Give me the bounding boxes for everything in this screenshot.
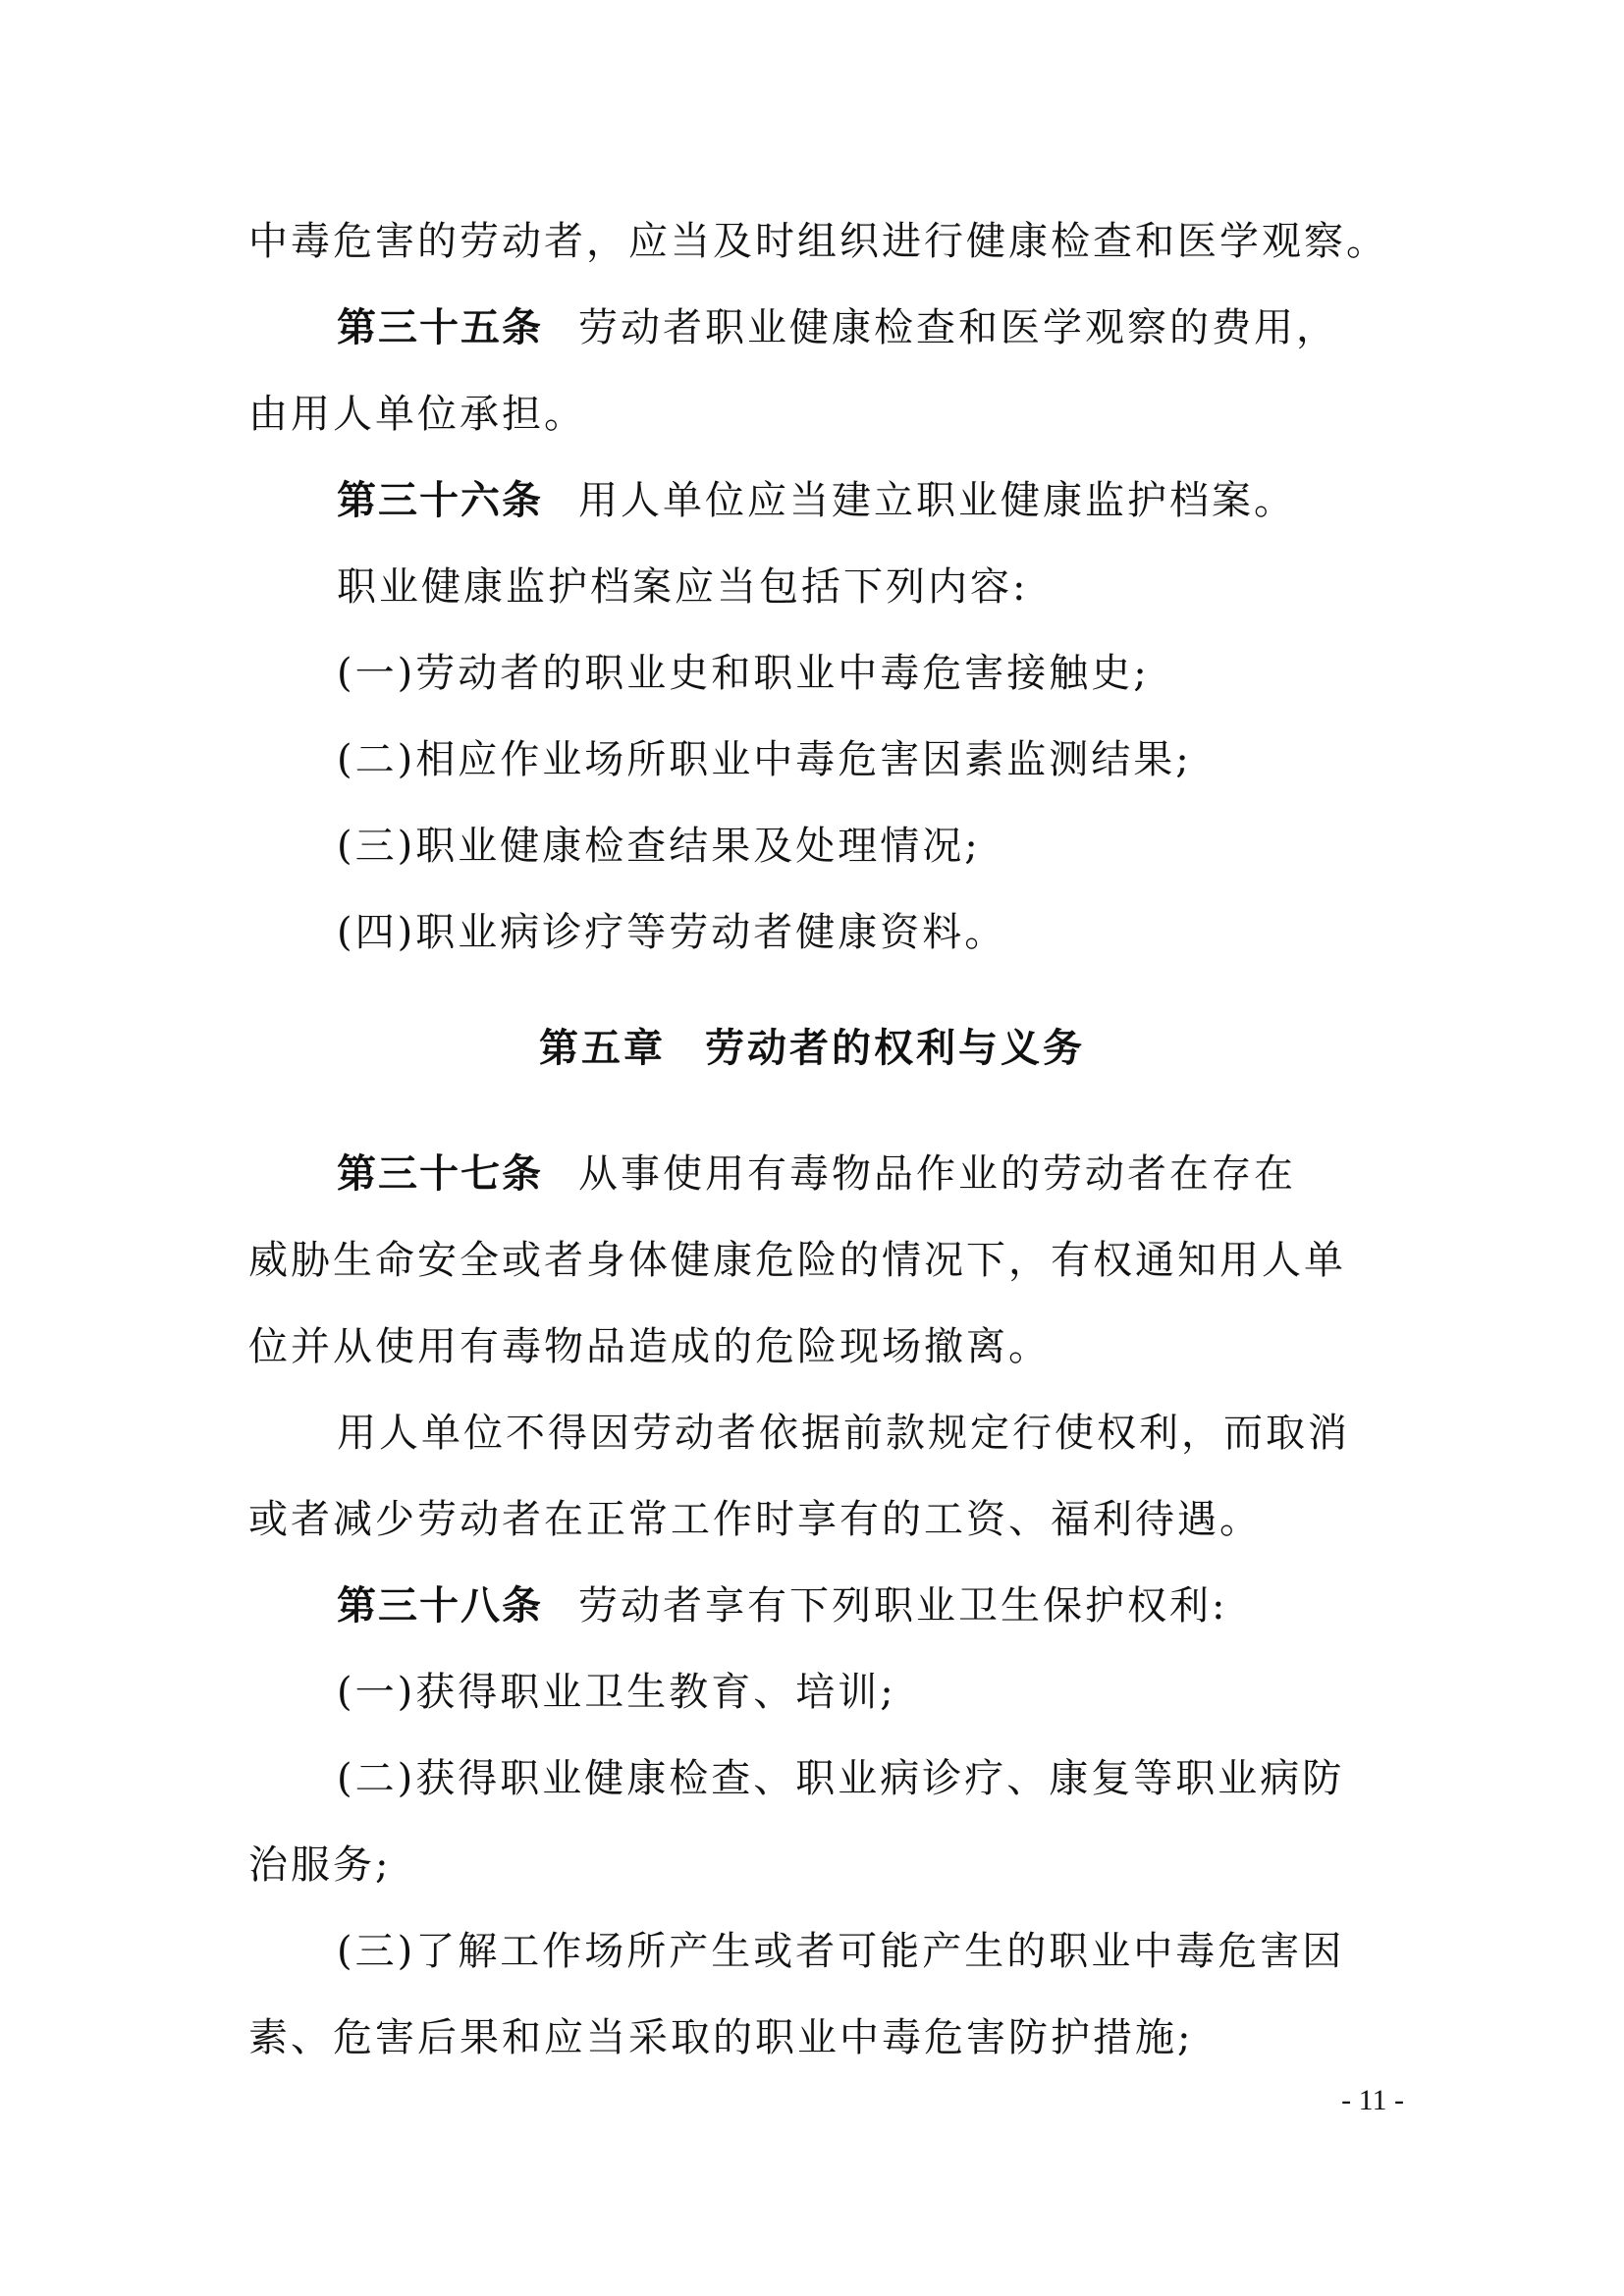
article-text: 用人单位应当建立职业健康监护档案。 [578,478,1296,523]
body-line: 职业健康监护档案应当包括下列内容: [337,564,1029,610]
article-label: 第三十六条 [337,478,543,523]
list-item: (一)获得职业卫生教育、培训; [337,1670,896,1715]
article-text: 劳动者职业健康检查和医学观察的费用， [578,305,1338,350]
article-text: 从事使用有毒物品作业的劳动者在存在 [578,1151,1296,1197]
body-line: 威胁生命安全或者身体健康危险的情况下，有权通知用人单 [248,1238,1346,1283]
list-item: (二)相应作业场所职业中毒危害因素监测结果; [337,737,1192,782]
body-line: 位并从使用有毒物品造成的危险现场撤离。 [248,1324,1051,1369]
article-text: 劳动者享有下列职业卫生保护权利: [578,1583,1228,1629]
chapter-label: 第五章 [539,1026,666,1071]
article-label: 第三十五条 [337,305,543,350]
body-line: 由用人单位承担。 [248,392,586,437]
article-35 [337,300,1495,355]
list-item: (三)了解工作场所产生或者可能产生的职业中毒危害因 [337,1929,1345,1974]
article-36 [337,473,1495,528]
list-item: (一)劳动者的职业史和职业中毒危害接触史; [337,651,1150,696]
list-item: (二)获得职业健康检查、职业病诊疗、康复等职业病防 [337,1756,1345,1801]
body-line: 素、危害后果和应当采取的职业中毒危害防护措施; [248,2015,1194,2060]
article-label: 第三十八条 [337,1583,543,1629]
article-37 [337,1147,1495,1201]
body-line: 中毒危害的劳动者，应当及时组织进行健康检查和医学观察。 [248,219,1388,264]
chapter-heading [0,1021,1624,1076]
page-number: - 11 - [1341,2084,1404,2116]
body-line: 用人单位不得因劳动者依据前款规定行使权利，而取消 [337,1411,1350,1456]
list-item: (三)职业健康检查结果及处理情况; [337,824,981,869]
article-38 [337,1578,1495,1633]
chapter-title: 劳动者的权利与义务 [705,1026,1085,1071]
article-label: 第三十七条 [337,1151,543,1197]
body-line: 或者减少劳动者在正常工作时享有的工资、福利待遇。 [248,1497,1262,1542]
list-item: (四)职业病诊疗等劳动者健康资料。 [337,910,1007,955]
body-line: 治服务; [248,1842,392,1888]
